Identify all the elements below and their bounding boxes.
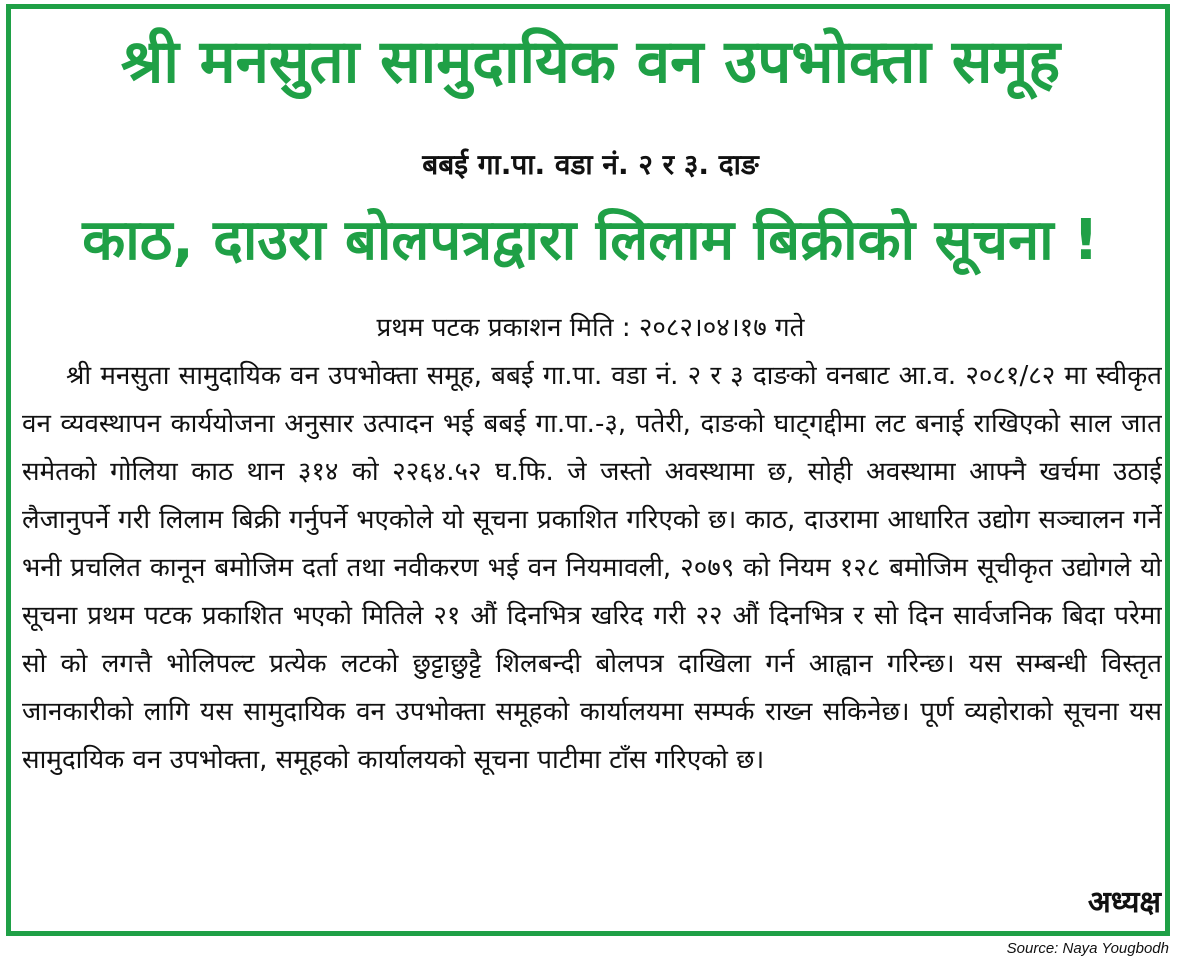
source-credit: Source: Naya Yougbodh (1006, 940, 1169, 957)
notice-heading: काठ, दाउरा बोलपत्रद्वारा लिलाम बिक्रीको सूचना ! (82, 208, 1099, 273)
publication-date: प्रथम पटक प्रकाशन मिति : २०८२।०४।१७ गते (376, 313, 805, 343)
notice-body: श्री मनसुता सामुदायिक वन उपभोक्ता समूह, बबई गा.पा. वडा नं. २ र ३ दाङको वनबाट आ.व. २०८१/८२ मा स्वीकृत वन व्यवस्थापन कार्ययोजना अनुसार उत्पादन भई बबई गा.पा.-३, पतेरी, दाङको घाट्गद्दीमा लट बनाई राखिएको साल जात समेतको गोलिया काठ थान ३१४ को २२६४.५२ घ.फि. जे जस्तो अवस्थामा छ, सोही अवस्थामा आफ्नै खर्चमा उठाई लैजानुपर्ने गरी लिलाम बिक्री गर्नुपर्ने भएकोले यो सूचना प्रकाशित गरिएको छ। काठ, दाउरामा आधारित उद्योग सञ्चालन गर्ने भनी प्रचलित कानून बमोजिम दर्ता तथा नवीकरण भई वन नियमावली, २०७९ को नियम १२८ बमोजिम सूचीकृत उद्योगले यो सूचना प्रथम पटक प्रकाशित भएको मितिले २१ औं दिनभित्र खरिद गरी २२ औं दिनभित्र र सो दिन सार्वजनिक बिदा परेमा सो को लगत्तै भोलिपल्ट प्रत्येक लटको छुट्टाछुट्टै शिलबन्दी बोलपत्र दाखिला गर्न आह्वान गरिन्छ। यस सम्बन्धी विस्तृत जानकारीको लागि यस सामुदायिक वन उपभोक्ता समूहको कार्यालयमा सम्पर्क राख्न सकिनेछ। पूर्ण व्यहोराको सूचना यस सामुदायिक वन उपभोक्ता, समूहको कार्यालयको सूचना पाटीमा टाँस गरिएको छ। (22, 361, 1162, 775)
organization-address: बबई गा.पा. वडा नं. २ र ३. दाङ (422, 148, 759, 181)
signature-chairperson: अध्यक्ष (1087, 885, 1161, 920)
organization-title: श्री मनसुता सामुदायिक वन उपभोक्ता समूह (120, 27, 1061, 97)
